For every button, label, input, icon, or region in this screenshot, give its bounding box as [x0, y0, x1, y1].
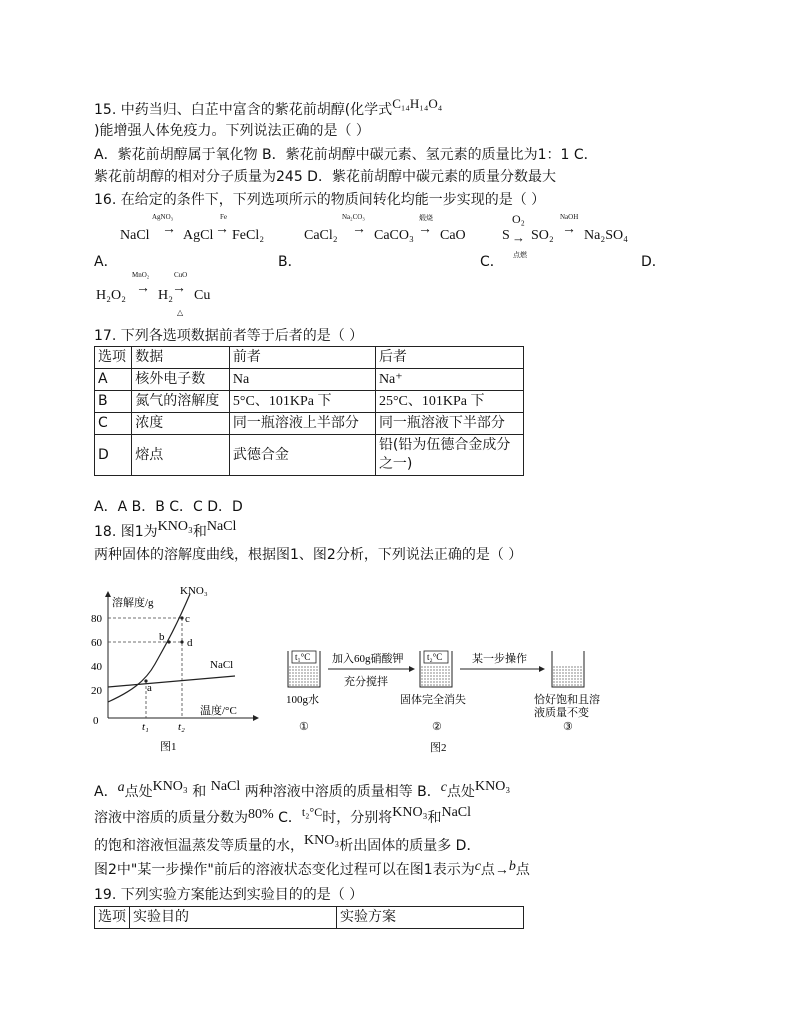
beaker-2-temp: t₂°C: [427, 652, 443, 662]
beaker-2-label: 固体完全消失: [400, 694, 466, 706]
q18-formula-kno3: KNO₃: [152, 779, 188, 794]
q16-d-c1: MnO₂: [132, 271, 150, 279]
nacl-curve: [108, 676, 235, 687]
q16-a-arrow2: →: [215, 222, 229, 237]
point-c: [180, 616, 183, 619]
q15-line1: [94, 96, 443, 120]
q16-b-arrow2: →: [418, 222, 432, 237]
table-cell: B: [95, 391, 132, 413]
table-cell: 同一瓶溶液上半部分: [229, 413, 375, 435]
table-header-cell: 实验目的: [130, 907, 337, 929]
q18-opt-c-text: 时，分别将: [322, 810, 393, 826]
y-axis-label: 溶解度/g: [112, 597, 154, 609]
point-b: [167, 640, 170, 643]
table-row: [95, 435, 524, 476]
q18-opt-c-and: 和: [427, 810, 442, 826]
table-header-row: [95, 907, 524, 929]
table-cell: 熔点: [132, 435, 230, 476]
table-header-cell: 前者: [229, 347, 375, 369]
q18-opt-c-line2-rest: 析出固体的质量多 D．: [339, 838, 481, 854]
q18-formula-nacl: NaCl: [210, 779, 241, 794]
q16-b-s1: CaCl₂: [304, 228, 338, 243]
table-cell: 氮气的溶解度: [132, 391, 230, 413]
y-tick-label: 20: [91, 685, 102, 697]
q18-point-a: a: [117, 780, 125, 795]
solubility-curve-figure: [90, 584, 270, 754]
q18-option-line1: [94, 779, 511, 803]
q18-option-line2: [94, 805, 472, 829]
q18-opt-a-and: 和: [192, 784, 207, 800]
q16-a-s2: AgCl: [183, 228, 214, 243]
table-row: [95, 413, 524, 435]
q17-table: [94, 346, 524, 476]
q16-d-arrow2: →: [172, 281, 186, 296]
beaker-1-liquid: [289, 665, 319, 686]
q16-b-c1: Na₂CO₃: [342, 213, 365, 221]
q18-formula-nacl: NaCl: [206, 519, 237, 534]
step-1-sublabel: 充分搅拌: [344, 676, 388, 688]
q15-line2: )能增强人体免疫力。下列说法正确的是（ ）: [94, 123, 370, 139]
q16-d-s1: H₂O₂: [96, 288, 126, 303]
q18-option-line3: [94, 833, 481, 857]
x-tick-label: t₂: [178, 721, 185, 733]
q16-b-s2: CaCO₃: [374, 228, 414, 243]
q18-opt-b-line2: 溶液中溶质的质量分数为: [94, 810, 248, 826]
table-cell: 同一瓶溶液下半部分: [375, 413, 523, 435]
q17-options: A．A B．B C．C D．D: [94, 499, 243, 515]
table-row: [95, 391, 524, 413]
table-cell: C: [95, 413, 132, 435]
q16-c-c2: NaOH: [560, 213, 579, 221]
q16-d-c2: CuO: [174, 271, 188, 279]
q16-b-s3: CaO: [440, 228, 466, 243]
table-header-cell: 选项: [95, 907, 130, 929]
q16-b-arrow1: →: [352, 222, 366, 237]
q18-opt-b-text: 点处: [447, 784, 475, 800]
q18-opt-c-line2: 的饱和溶液恒温蒸发等质量的水，: [94, 838, 304, 854]
q15-stem-text: 15. 中药当归、白芷中富含的紫花前胡醇(化学式: [94, 102, 393, 118]
table-cell: 核外电子数: [132, 369, 230, 391]
q16-d-s2: H₂: [158, 288, 173, 303]
q18-option-line4: [94, 860, 530, 881]
table-header-cell: 后者: [375, 347, 523, 369]
q18-formula-kno3: KNO₃: [157, 519, 193, 534]
table-cell: 5°C、101KPa 下: [229, 391, 375, 413]
figure-2-caption: 图2: [430, 742, 447, 754]
origin-label: 0: [93, 715, 99, 727]
q16-a-c1: AgNO₃: [152, 213, 174, 221]
table-header-cell: 选项: [95, 347, 132, 369]
table-row: [95, 369, 524, 391]
beaker-2-liquid: [421, 665, 451, 686]
q16-label-b: B．: [278, 254, 302, 270]
q18-stem-text: 18. 图1为: [94, 524, 158, 540]
q18-stem-line2: 两种固体的溶解度曲线，根据图1、图2分析，下列说法正确的是（ ）: [94, 547, 523, 563]
table-cell: 武德合金: [229, 435, 375, 476]
table-header-cell: 数据: [132, 347, 230, 369]
q16-c-s3: Na₂SO₄: [584, 228, 628, 243]
q16-c-arrow2: →: [562, 222, 576, 237]
point-a-label: a: [147, 682, 152, 694]
beaker-3-liquid: [553, 665, 583, 686]
q18-opt-c-prefix: C．: [273, 810, 302, 826]
q15-formula: C₁₄H₁₄O₄: [392, 96, 443, 111]
q18-opt-a-rest: 两种溶液中溶质的质量相等 B．: [244, 784, 441, 800]
table-cell: 浓度: [132, 413, 230, 435]
table-header-cell: 实验方案: [337, 907, 524, 929]
point-b-label: b: [159, 631, 165, 643]
q16-c-c1: O₂: [512, 212, 525, 226]
q15-options-line1: A．紫花前胡醇属于氧化物 B．紫花前胡醇中碳元素、氢元素的质量比为1：1 C．: [94, 147, 598, 163]
q18-stem-line1: [94, 519, 237, 543]
q16-d-s3: Cu: [194, 288, 211, 303]
q16-label-d: D．: [641, 254, 666, 270]
q16-c-arrow1: →: [512, 230, 525, 245]
q18-point-c: c: [474, 859, 481, 874]
q16-c-c1b: 点燃: [513, 251, 527, 259]
q18-stem-and: 和: [192, 524, 207, 540]
y-tick-label: 60: [91, 637, 102, 649]
q16-b-c2: 煅烧: [419, 214, 433, 222]
step-2-label: 某一步操作: [472, 653, 527, 665]
table-cell: Na⁺: [375, 369, 523, 391]
y-tick-label: 80: [91, 613, 102, 625]
table-header-row: [95, 347, 524, 369]
q18-opt-d-mid: 点: [480, 862, 495, 878]
beaker-2-number: ②: [432, 721, 442, 733]
y-tick-label: 40: [91, 661, 102, 673]
q16-a-s1: NaCl: [120, 228, 150, 243]
point-d-label: d: [187, 637, 193, 649]
q19-stem: 19. 下列实验方案能达到实验目的的是（ ）: [94, 887, 364, 903]
q18-opt-b-percent: 80%: [248, 807, 274, 822]
figure-1-caption: 图1: [160, 741, 177, 753]
q18-opt-a-text: 点处: [124, 784, 153, 800]
beaker-1-number: ①: [299, 721, 309, 733]
q18-opt-d-end: 点: [515, 862, 530, 878]
beaker-3-label-2: 液质量不变: [534, 707, 589, 719]
beaker-3-number: ③: [563, 721, 573, 733]
q16-a-s3: FeCl₂: [232, 228, 265, 243]
x-axis-label: 温度/°C: [200, 705, 237, 717]
q16-d-arrow1: →: [136, 281, 150, 296]
point-c-label: c: [185, 613, 190, 625]
q16-label-a: A．: [94, 254, 118, 270]
table-cell: A: [95, 369, 132, 391]
q18-opt-a-prefix: A．: [94, 784, 118, 800]
beaker-1-label: 100g水: [286, 694, 319, 706]
nacl-curve-label: NaCl: [210, 659, 234, 671]
q17-stem: 17. 下列各选项数据前者等于后者的是（ ）: [94, 328, 364, 344]
point-d: [180, 640, 183, 643]
q16-label-c: C．: [480, 254, 504, 270]
q15-options-line2: 紫花前胡醇的相对分子质量为245 D．紫花前胡醇中碳元素的质量分数最大: [94, 169, 556, 185]
q18-formula-kno3: KNO₃: [304, 833, 340, 848]
q16-a-arrow1: →: [162, 222, 176, 237]
q16-a-c2: Fe: [220, 213, 227, 221]
table-cell: 铅(铅为伍德合金成分之一): [375, 435, 523, 476]
q18-opt-d-text: 图2中"某一步操作"前后的溶液状态变化过程可以在图1表示为: [94, 862, 475, 878]
q16-c-s1: S: [502, 228, 510, 243]
q18-formula-kno3: KNO₃: [475, 779, 511, 794]
step-1-label: 加入60g硝酸钾: [332, 653, 404, 665]
beaker-1-temp: t₁°C: [295, 652, 311, 662]
q16-stem: 16. 在给定的条件下，下列选项所示的物质间转化均能一步实现的是（ ）: [94, 192, 546, 208]
q16-c-s2: SO₂: [531, 228, 554, 243]
x-tick-label: t₁: [142, 721, 149, 733]
q18-opt-c-temp: t₂°C: [301, 805, 323, 819]
table-cell: D: [95, 435, 132, 476]
q18-point-b: b: [508, 859, 516, 874]
q19-table: [94, 906, 524, 929]
q18-formula-kno3: KNO₃: [392, 805, 428, 820]
q18-point-c: c: [440, 780, 447, 795]
experiment-figure: [280, 645, 610, 755]
q18-opt-d-arrow: →: [494, 863, 509, 878]
table-cell: 25°C、101KPa 下: [375, 391, 523, 413]
q16-d-c2b: △: [177, 308, 184, 317]
q18-formula-nacl: NaCl: [441, 805, 472, 820]
beaker-3-label-1: 恰好饱和且溶: [534, 694, 600, 706]
table-cell: Na: [229, 369, 375, 391]
kno3-curve-label: KNO₃: [180, 585, 208, 597]
